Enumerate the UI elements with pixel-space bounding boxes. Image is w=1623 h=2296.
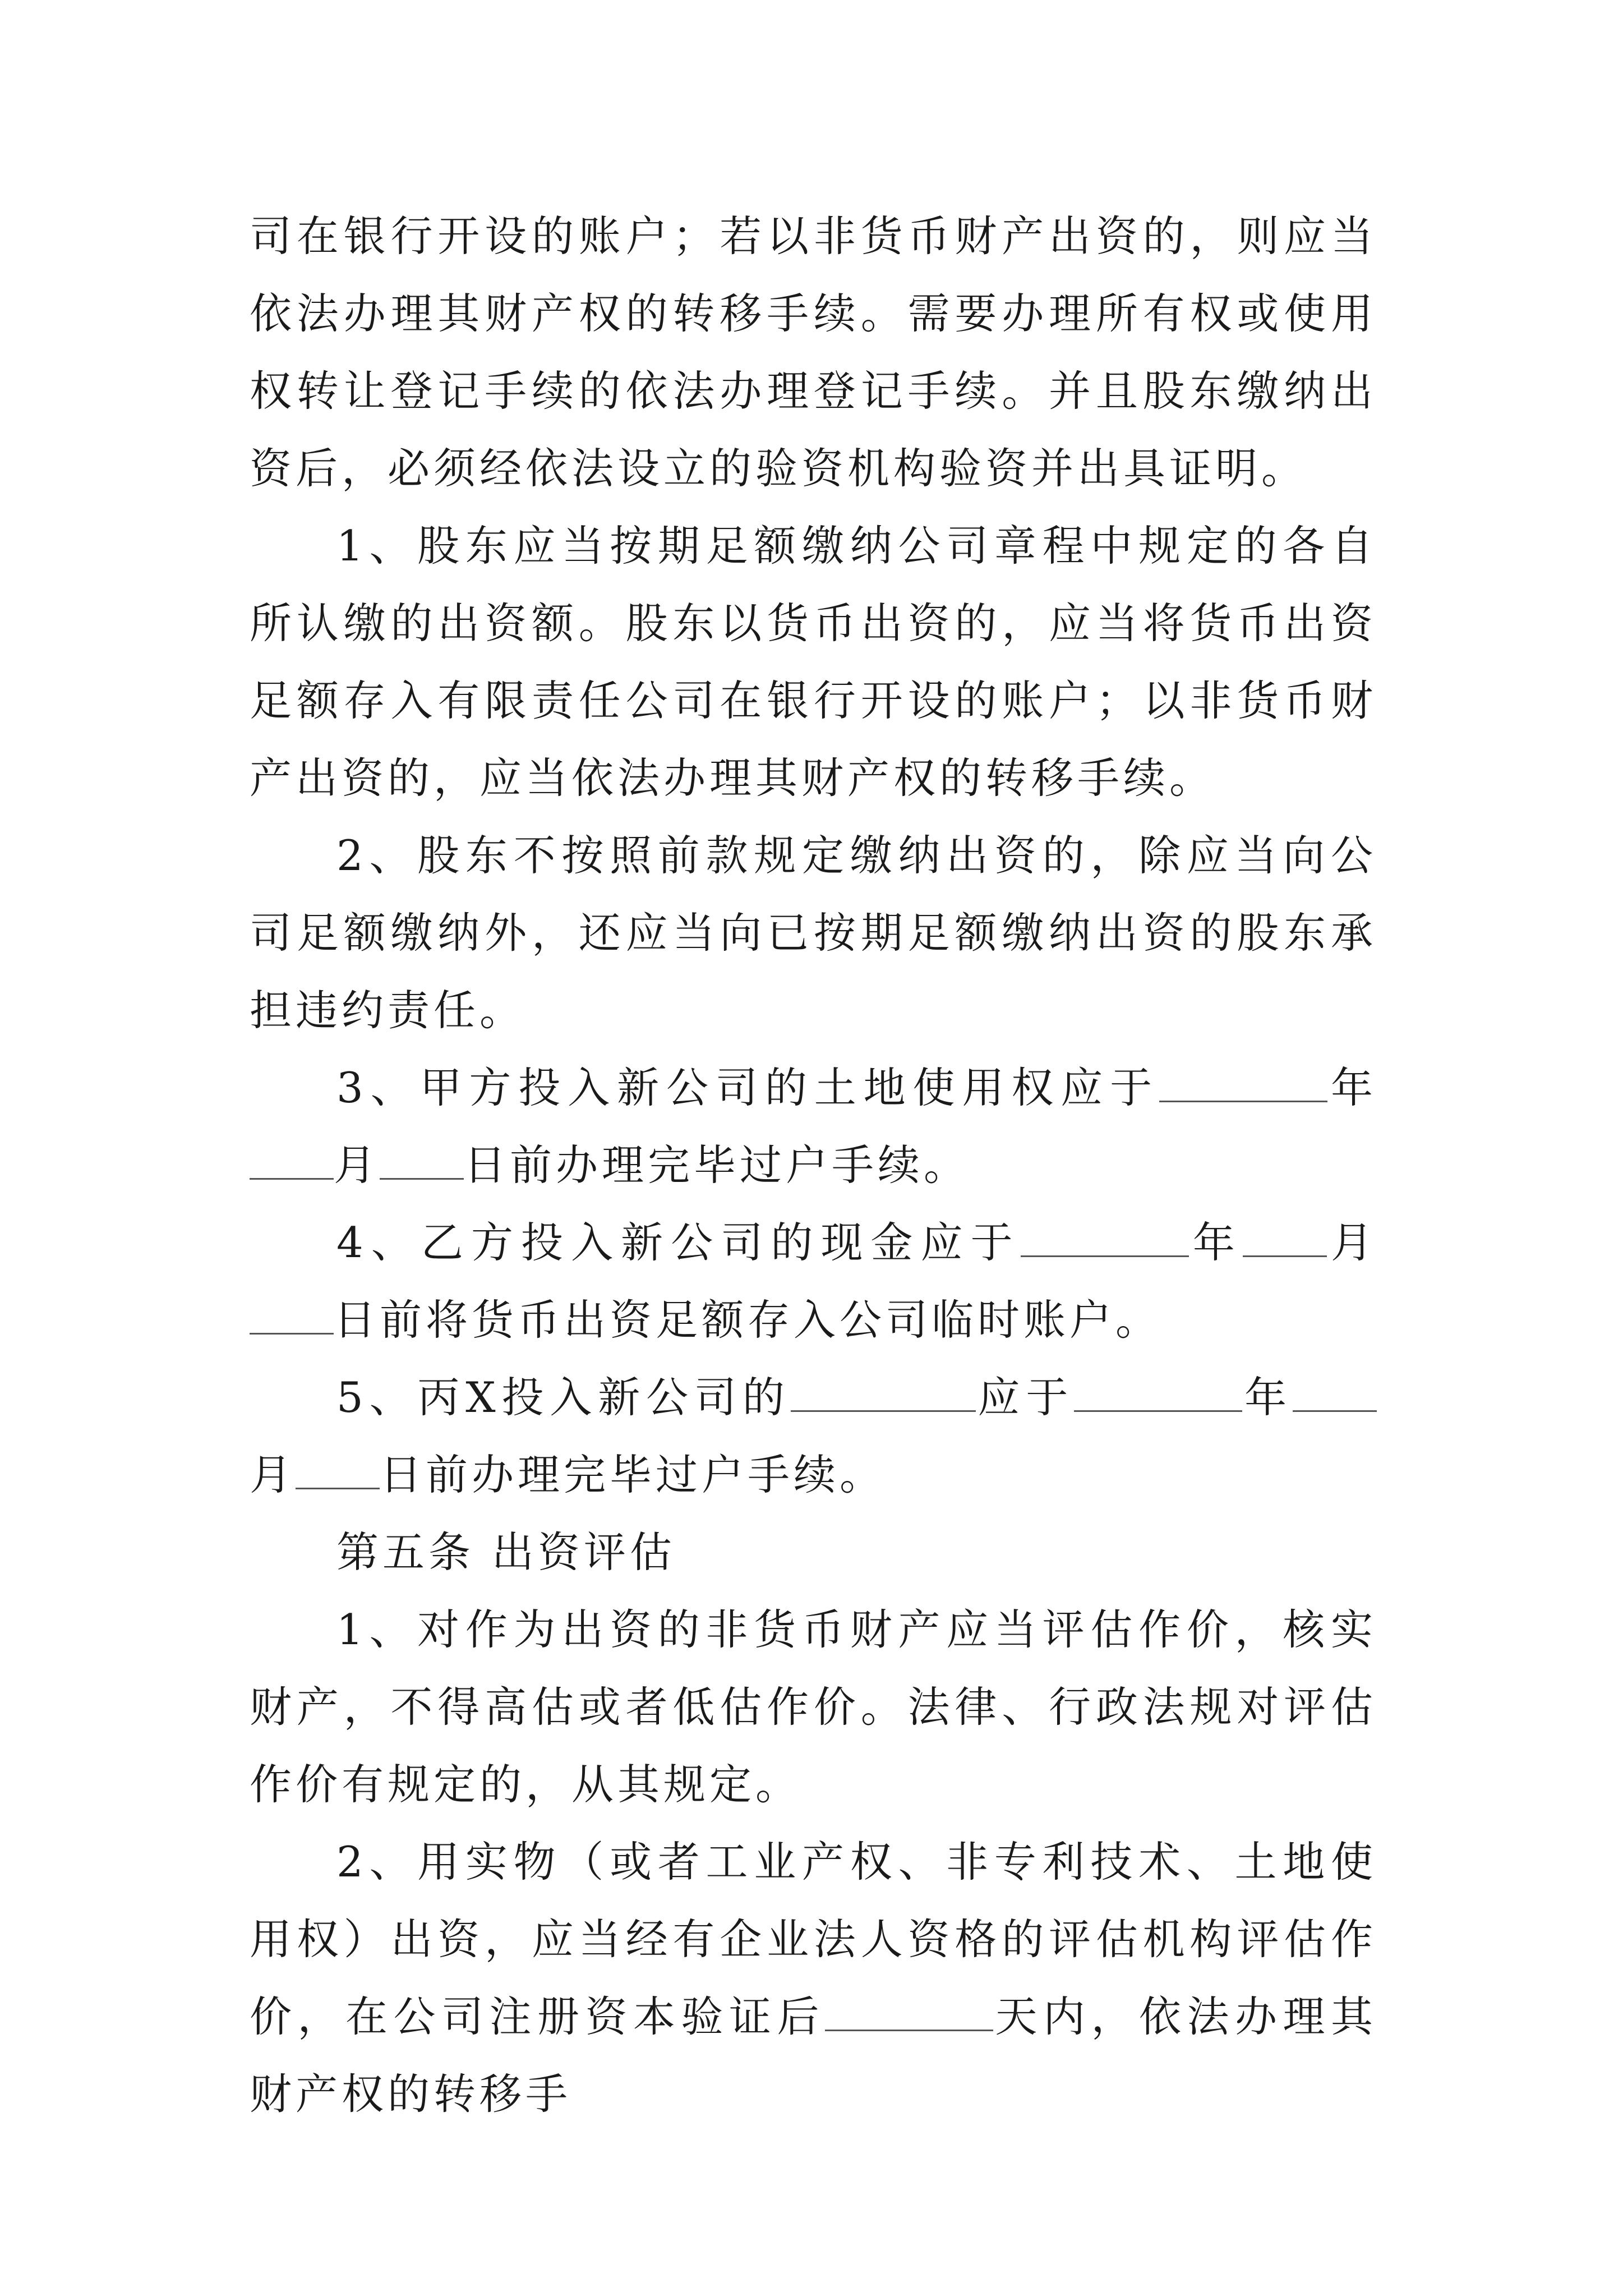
item-3-tail: 日前办理完毕过户手续。 [464,1140,970,1190]
paragraph-item-1: 1、股东应当按期足额缴纳公司章程中规定的各自所认缴的出资额。股东以货币出资的，应当将货币出资足额存入有限责任公司在银行开设的账户；以非货币财产出资的，应当依法办理其财产权的转移手续。 [250,521,1377,803]
month-label: 月 [1326,1218,1377,1267]
year-label: 年 [1188,1218,1243,1267]
days-blank [825,1996,993,2031]
paragraph-eval-2 [250,1823,1377,2133]
asset-blank [791,1377,976,1412]
paragraph-continuation: 司在银行开设的账户；若以非货币财产出资的，则应当依法办理其财产权的转移手续。需要办理所有权或使用权转让登记手续的依法办理登记手续。并且股东缴纳出资后，必须经依法设立的验资机构验资并出具证明。 [250,211,1377,493]
eval-2-text: 2、用实物（或者工业产权、非专利技术、土地使用权）出资，应当经有企业法人资格的评估机构评估作价，在公司注册资本验证后 [250,1837,1377,2041]
item-3-text: 3、甲方投入新公司的土地使用权应于 [336,1063,1160,1112]
document-body [250,197,1377,2133]
month-label: 月 [334,1140,380,1190]
item-4-text: 4、乙方投入新公司的现金应于 [336,1218,1021,1267]
item-4-tail: 日前将货币出资足额存入公司临时账户。 [334,1295,1162,1345]
paragraph-item-2: 2、股东不按照前款规定缴纳出资的，除应当向公司足额缴纳外，还应当向已按期足额缴纳出资的股东承担违约责任。 [250,831,1377,1035]
paragraph-item-3 [250,1049,1377,1204]
eval-2-tail: 天内，依法办理其财产权的转移手 [250,1992,1377,2119]
year-label: 年 [1242,1373,1293,1422]
month-blank [250,1144,334,1180]
paragraph-item-5 [250,1359,1377,1513]
day-blank [380,1144,464,1180]
year-blank [1159,1067,1327,1102]
item-5-text: 5、丙X投入新公司的 [336,1373,791,1422]
section-heading: 第五条 出资评估 [336,1527,676,1577]
paragraph-eval-1: 1、对作为出资的非货币财产应当评估作价，核实财产，不得高估或者低估作价。法律、行政法规对评估作价有规定的，从其规定。 [250,1605,1377,1809]
day-blank [250,1299,334,1335]
item-5-tail: 日前办理完毕过户手续。 [380,1450,886,1499]
month-blank [1243,1222,1327,1257]
month-blank [1293,1377,1377,1412]
year-blank [1074,1377,1242,1412]
paragraph-item-4 [250,1204,1377,1359]
item-5-due: 应于 [975,1373,1075,1422]
day-blank [296,1454,380,1489]
year-label: 年 [1327,1063,1377,1112]
year-blank [1021,1222,1189,1257]
month-label: 月 [250,1450,296,1499]
